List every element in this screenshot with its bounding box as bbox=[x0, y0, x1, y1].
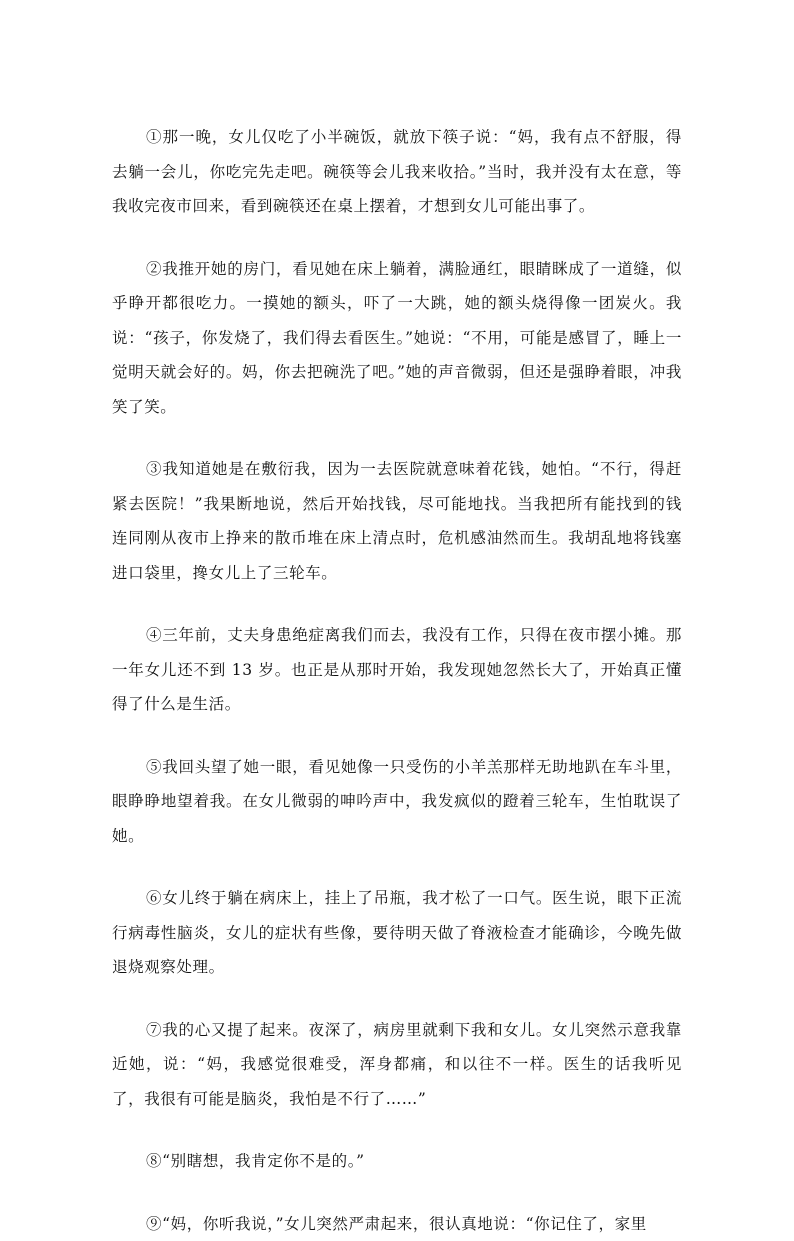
paragraph-3: ③我知道她是在敷衍我，因为一去医院就意味着花钱，她怕。“不行，得赶紧去医院！”我果断地说，然后开始找钱，尽可能地找。当我把所有能找到的钱连同刚从夜市上挣来的散币堆在床上清点时，危机感油然而生。我胡乱地将钱塞进口袋里，搀女儿上了三轮车。 bbox=[112, 452, 682, 590]
paragraph-2: ②我推开她的房门，看见她在床上躺着，满脸通红，眼睛眯成了一道缝，似乎睁开都很吃力。一摸她的额头，吓了一大跳，她的额头烧得像一团炭火。我说：“孩子，你发烧了，我们得去看医生。”她说：“不用，可能是感冒了，睡上一觉明天就会好的。妈，你去把碗洗了吧。”她的声音微弱，但还是强睁着眼，冲我笑了笑。 bbox=[112, 252, 682, 425]
story-text-body bbox=[112, 120, 682, 1241]
paragraph-1: ①那一晚，女儿仅吃了小半碗饭，就放下筷子说：“妈，我有点不舒服，得去躺一会儿，你吃完先走吧。碗筷等会儿我来收拾。”当时，我并没有太在意，等我收完夜市回来，看到碗筷还在桌上摆着，才想到女儿可能出事了。 bbox=[112, 120, 682, 224]
paragraph-5: ⑤我回头望了她一眼，看见她像一只受伤的小羊羔那样无助地趴在车斗里，眼睁睁地望着我。在女儿微弱的呻吟声中，我发疯似的蹬着三轮车，生怕耽误了她。 bbox=[112, 750, 682, 854]
paragraph-4: ④三年前，丈夫身患绝症离我们而去，我没有工作，只得在夜市摆小摊。那一年女儿还不到 13 岁。也正是从那时开始，我发现她忽然长大了，开始真正懂得了什么是生活。 bbox=[112, 618, 682, 722]
paragraph-6: ⑥女儿终于躺在病床上，挂上了吊瓶，我才松了一口气。医生说，眼下正流行病毒性脑炎，女儿的症状有些像，要待明天做了脊液检查才能确诊，今晚先做退烧观察处理。 bbox=[112, 881, 682, 985]
paragraph-7: ⑦我的心又提了起来。夜深了，病房里就剩下我和女儿。女儿突然示意我靠近她，说：“妈，我感觉很难受，浑身都痛，和以往不一样。医生的话我听见了，我很有可能是脑炎，我怕是不行了……” bbox=[112, 1013, 682, 1117]
paragraph-9: ⑨“妈，你听我说，”女儿突然严肃起来，很认真地说：“你记住了，家里 bbox=[112, 1207, 682, 1241]
paragraph-8: ⑧“别瞎想，我肯定你不是的。” bbox=[112, 1144, 682, 1179]
